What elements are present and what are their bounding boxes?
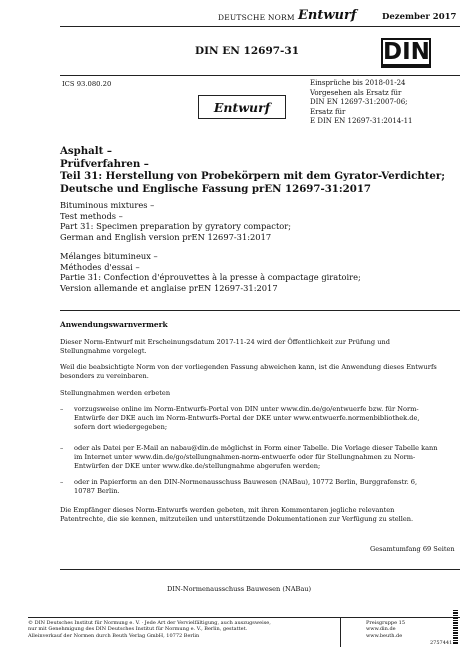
title-line: Test methods – (60, 210, 123, 221)
divider (60, 569, 460, 570)
notice-paragraph (60, 338, 460, 356)
title-line: Mélanges bitumineux – (60, 251, 158, 261)
objection-line: Einsprüche bis 2018-01-24 (310, 79, 406, 87)
objections-block (310, 79, 460, 127)
title-french (60, 251, 460, 293)
text-line: © DIN Deutsches Institut für Normung e. V. · Jede Art der Vervielfältigung, auch auszugsweise, (28, 620, 271, 626)
copyright-notice (28, 620, 318, 639)
title-english (60, 200, 460, 242)
text-line: besonders zu vereinbaren. (60, 372, 149, 380)
list-item (60, 405, 450, 432)
divider (60, 310, 460, 311)
text-line: 10787 Berlin. (74, 487, 120, 495)
title-line: Version allemande et anglaise prEN 12697-31:2017 (60, 282, 278, 293)
title-line: German and English version prEN 12697-31:2017 (60, 231, 272, 242)
text-line: im Internet unter www.din.de/go/stellungnahmen-norm-entwuerfe oder für Stellungnahmen zu Norm- (74, 453, 416, 461)
text-line: Weil die beabsichtigte Norm von der vorliegenden Fassung abweichen kann, ist die Anwendung dieses Entwurfs (60, 363, 437, 371)
draft-box-label: Entwurf (213, 99, 271, 115)
list-item (60, 478, 450, 496)
title-german (60, 145, 460, 195)
text-line: Patentrechte, die sie kennen, mitzuteilen und unterstützende Dokumentationen zur Verfügung zu stellen. (60, 515, 414, 523)
divider (60, 75, 460, 76)
objection-line: DIN EN 12697-31:2007-06; (310, 98, 408, 106)
website-link[interactable]: www.beuth.de (366, 632, 403, 639)
objection-line: Vorgesehen als Ersatz für (310, 88, 402, 97)
draft-label: Entwurf (298, 8, 357, 23)
objection-line: Ersatz für (310, 107, 346, 116)
title-line: Partie 31: Confection d'éprouvettes à la presse à compactage giratoire; (60, 272, 361, 283)
text-line: Dieser Norm-Entwurf mit Erscheinungsdatum 2017-11-24 wird der Öffentlichkeit zur Prüfung und (60, 338, 390, 346)
din-logo-bar (381, 66, 431, 68)
text-line: oder als Datei per E-Mail an nabau@din.de möglichst in Form einer Tabelle. Die Vorlage dieser Tabelle kann (74, 444, 438, 452)
comments-intro: Stellungnahmen werden erbeten (60, 389, 171, 397)
title-line: Part 31: Specimen preparation by gyratory compactor; (60, 221, 292, 232)
document-number: DIN EN 12697-31 (195, 45, 300, 57)
dash-bullet: – (60, 444, 64, 452)
publication-date: Dezember 2017 (382, 12, 457, 22)
title-line: Bituminous mixtures – (60, 200, 155, 210)
price-group: Preisgruppe 15 (366, 620, 406, 626)
din-logo: DIN (383, 39, 430, 65)
barcode-graphic (453, 610, 458, 644)
title-line: Prüfverfahren – (60, 157, 149, 170)
text-line: Entwürfe der DKE auch im Norm-Entwurfs-Portal der DKE unter www.entwuerfe.normenbibliothek.de, (74, 414, 420, 422)
text-line: vorzugsweise online im Norm-Entwurfs-Portal von DIN unter www.din.de/go/entwuerfe bzw. für Norm- (74, 405, 419, 413)
title-line: Teil 31: Herstellung von Probekörpern mit dem Gyrator-Verdichter; (60, 170, 446, 182)
dash-bullet: – (60, 405, 64, 413)
title-line: Deutsche und Englische Fassung prEN 12697-31:2017 (60, 182, 372, 195)
website-link[interactable]: www.din.de (366, 626, 396, 633)
text-line: Entwürfen der DKE unter www.dke.de/stellungnahme abgerufen werden; (74, 462, 321, 470)
draft-box (198, 95, 286, 119)
divider (28, 617, 460, 618)
objection-line: E DIN EN 12697-31:2014-11 (310, 117, 413, 125)
title-line: Méthodes d'essai – (60, 261, 140, 272)
text-line: nur mit Genehmigung des DIN Deutsches Institut für Normung e. V., Berlin, gestattet. (28, 626, 248, 633)
title-line: Asphalt – (60, 145, 112, 157)
notice-heading: Anwendungswarnvermerk (60, 320, 168, 329)
catalog-number: 2757441 (430, 640, 453, 646)
list-item (60, 444, 450, 471)
text-line: Die Empfänger dieses Norm-Entwurfs werden gebeten, mit ihren Kommentaren jegliche relevanten (60, 506, 395, 514)
text-line: Alleinverkauf der Normen durch Beuth Verlag GmbH, 10772 Berlin (28, 632, 200, 639)
total-pages: Gesamtumfang 69 Seiten (370, 545, 455, 553)
divider (60, 26, 460, 27)
ics-code: ICS 93.080.20 (62, 80, 112, 88)
notice-paragraph (60, 506, 460, 524)
footer-divider (340, 617, 341, 647)
committee-name: DIN-Normenausschuss Bauwesen (NABau) (167, 585, 312, 593)
text-line: oder in Papierform an den DIN-Normenausschuss Bauwesen (NABau), 10772 Berlin, Burggrafenstr. 6, (74, 478, 418, 486)
norm-type-label: DEUTSCHE NORM (218, 13, 295, 22)
dash-bullet: – (60, 478, 64, 486)
price-block (366, 620, 405, 639)
notice-paragraph (60, 363, 460, 381)
text-line: sofern dort wiedergegeben; (74, 423, 168, 431)
text-line: Stellungnahme vorgelegt. (60, 347, 147, 355)
